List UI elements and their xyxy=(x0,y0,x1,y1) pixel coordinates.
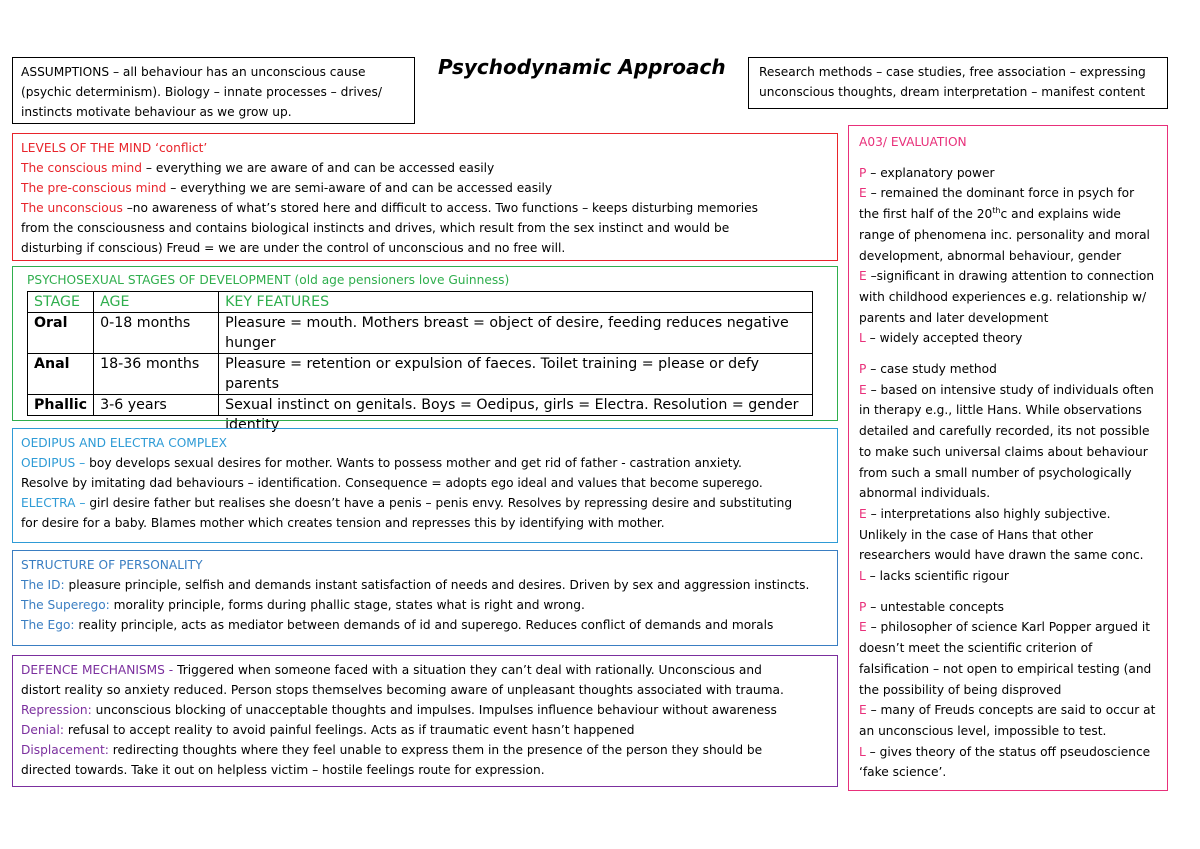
eval-point: the first half of the 20thc and explains wide xyxy=(859,206,1121,222)
eval-point: E – many of Freuds concepts are said to occur at xyxy=(859,703,1156,718)
oedipus-heading: OEDIPUS AND ELECTRA COMPLEX xyxy=(21,436,228,450)
eval-point: the possibility of being disproved xyxy=(859,682,1062,697)
structure-of-personality-box xyxy=(12,550,838,646)
eval-point: researchers would have drawn the same conc. xyxy=(859,548,1144,563)
defence-repression: Repression: unconscious blocking of unacceptable thoughts and impulses. Impulses influence behaviour without awareness xyxy=(21,703,777,717)
levels-heading: LEVELS OF THE MIND ‘conflict’ xyxy=(21,141,208,155)
oedipus-electra-box xyxy=(12,428,838,543)
assumptions-line-3: instincts motivate behaviour as we grow up. xyxy=(21,105,292,119)
evaluation-heading: A03/ EVALUATION xyxy=(859,135,967,149)
stage-cell: Oral xyxy=(28,313,94,354)
stage-cell: Phallic xyxy=(28,395,94,416)
electra-line-1: ELECTRA – girl desire father but realises she doesn’t have a penis – penis envy. Resolves by repressing desire and substituting xyxy=(21,496,793,510)
structure-superego: The Superego: morality principle, forms during phallic stage, states what is right and wrong. xyxy=(21,598,585,612)
eval-point: parents and later development xyxy=(859,310,1049,325)
research-line-1: Research methods – case studies, free association – expressing xyxy=(759,65,1146,79)
features-cell: Pleasure = retention or expulsion of faeces. Toilet training = please or defy parents xyxy=(219,354,813,395)
eval-point: detailed and carefully recorded, its not possible xyxy=(859,424,1150,439)
eval-point: ‘fake science’. xyxy=(859,765,947,780)
defence-intro-1: DEFENCE MECHANISMS - Triggered when someone faced with a situation they can’t deal with rationally. Unconscious and xyxy=(21,663,762,677)
eval-point: Unlikely in the case of Hans that other xyxy=(859,527,1094,542)
eval-point: P – explanatory power xyxy=(859,165,995,180)
levels-unconscious: The unconscious –no awareness of what’s stored here and difficult to access. Two functions – keeps disturbing memories xyxy=(21,201,759,215)
evaluation-box xyxy=(848,125,1168,791)
structure-heading: STRUCTURE OF PERSONALITY xyxy=(21,558,203,572)
levels-preconscious: The pre-conscious mind – everything we are semi-aware of and can be accessed easily xyxy=(21,181,553,195)
eval-point: E – remained the dominant force in psych for xyxy=(859,186,1135,201)
research-methods-box xyxy=(748,57,1168,109)
defence-intro-2: distort reality so anxiety reduced. Person stops themselves becoming aware of unpleasant thoughts associated with trauma. xyxy=(21,683,784,697)
features-cell: Sexual instinct on genitals. Boys = Oedipus, girls = Electra. Resolution = gender identity xyxy=(219,395,813,416)
eval-point: E – based on intensive study of individuals often xyxy=(859,382,1154,397)
assumptions-line-2: (psychic determinism). Biology – innate processes – drives/ xyxy=(21,85,382,99)
age-cell: 18-36 months xyxy=(94,354,219,395)
eval-point: in therapy e.g., little Hans. While observations xyxy=(859,403,1142,418)
eval-point: E – interpretations also highly subjective. xyxy=(859,506,1111,521)
electra-line-2: for desire for a baby. Blames mother which creates tension and represses this by identifying with mother. xyxy=(21,516,665,530)
assumptions-box xyxy=(12,57,415,124)
table-row xyxy=(28,313,813,354)
levels-conscious: The conscious mind – everything we are aware of and can be accessed easily xyxy=(21,161,495,175)
defence-displacement: Displacement: redirecting thoughts where they feel unable to express them in the presence of the person they should be xyxy=(21,743,763,757)
eval-point: P – untestable concepts xyxy=(859,599,1004,614)
eval-point: P – case study method xyxy=(859,362,997,377)
eval-point: from such a small number of psychologically xyxy=(859,465,1132,480)
research-line-2: unconscious thoughts, dream interpretation – manifest content xyxy=(759,85,1146,99)
table-header-row xyxy=(28,292,813,313)
evaluation-block-3 xyxy=(859,597,1157,783)
age-cell: 3-6 years xyxy=(94,395,219,416)
defence-denial: Denial: refusal to accept reality to avoid painful feelings. Acts as if traumatic event hasn’t happened xyxy=(21,723,635,737)
header-age: AGE xyxy=(94,292,219,313)
structure-ego: The Ego: reality principle, acts as mediator between demands of id and superego. Reduces conflict of demands and morals xyxy=(21,618,774,632)
eval-point: development, abnormal behaviour, gender xyxy=(859,248,1122,263)
eval-point: L – lacks scientific rigour xyxy=(859,569,1009,584)
defence-mechanisms-box xyxy=(12,655,838,787)
page-title: Psychodynamic Approach xyxy=(438,55,726,79)
oedipus-line-1: OEDIPUS – boy develops sexual desires for mother. Wants to possess mother and get rid of father - castration anxiety. xyxy=(21,456,742,470)
evaluation-block-1 xyxy=(859,163,1157,349)
eval-point: an unconscious level, impossible to test. xyxy=(859,723,1107,738)
stage-cell: Anal xyxy=(28,354,94,395)
levels-unconscious-2: from the consciousness and contains biological instincts and drives, which result from the sex instinct and would be xyxy=(21,221,730,235)
eval-point: E – philosopher of science Karl Popper argued it xyxy=(859,620,1150,635)
eval-point: abnormal individuals. xyxy=(859,486,991,501)
eval-point: to make such universal claims about behaviour xyxy=(859,444,1148,459)
structure-id: The ID: pleasure principle, selfish and demands instant satisfaction of needs and desires. Driven by sex and aggression instincts. xyxy=(21,578,810,592)
levels-unconscious-3: disturbing if conscious) Freud = we are under the control of unconscious and no free will. xyxy=(21,241,566,255)
eval-point: doesn’t meet the scientific criterion of xyxy=(859,641,1093,656)
stages-table xyxy=(27,291,813,433)
oedipus-line-2: Resolve by imitating dad behaviours – identification. Consequence = adopts ego ideal and values that become superego. xyxy=(21,476,763,490)
evaluation-block-2 xyxy=(859,359,1157,587)
levels-of-mind-box xyxy=(12,133,838,261)
eval-point: E –significant in drawing attention to connection xyxy=(859,269,1155,284)
features-cell: Pleasure = mouth. Mothers breast = object of desire, feeding reduces negative hunger xyxy=(219,313,813,354)
eval-point: with childhood experiences e.g. relationship w/ xyxy=(859,289,1147,304)
header-stage: STAGE xyxy=(28,292,94,313)
eval-point: falsification – not open to empirical testing (and xyxy=(859,661,1152,676)
assumptions-line-1: ASSUMPTIONS – all behaviour has an unconscious cause xyxy=(21,65,366,79)
table-row xyxy=(28,354,813,395)
eval-point: range of phenomena inc. personality and moral xyxy=(859,227,1150,242)
table-row xyxy=(28,395,813,416)
psychosexual-stages-box xyxy=(12,266,838,433)
age-cell: 0-18 months xyxy=(94,313,219,354)
eval-point: L – gives theory of the status off pseudoscience xyxy=(859,744,1151,759)
defence-displacement-2: directed towards. Take it out on helpless victim – hostile feelings route for expression. xyxy=(21,763,545,777)
eval-point: L – widely accepted theory xyxy=(859,331,1023,346)
psychosexual-heading: PSYCHOSEXUAL STAGES OF DEVELOPMENT (old age pensioners love Guinness) xyxy=(27,273,510,287)
header-key-features: KEY FEATURES xyxy=(219,292,813,313)
